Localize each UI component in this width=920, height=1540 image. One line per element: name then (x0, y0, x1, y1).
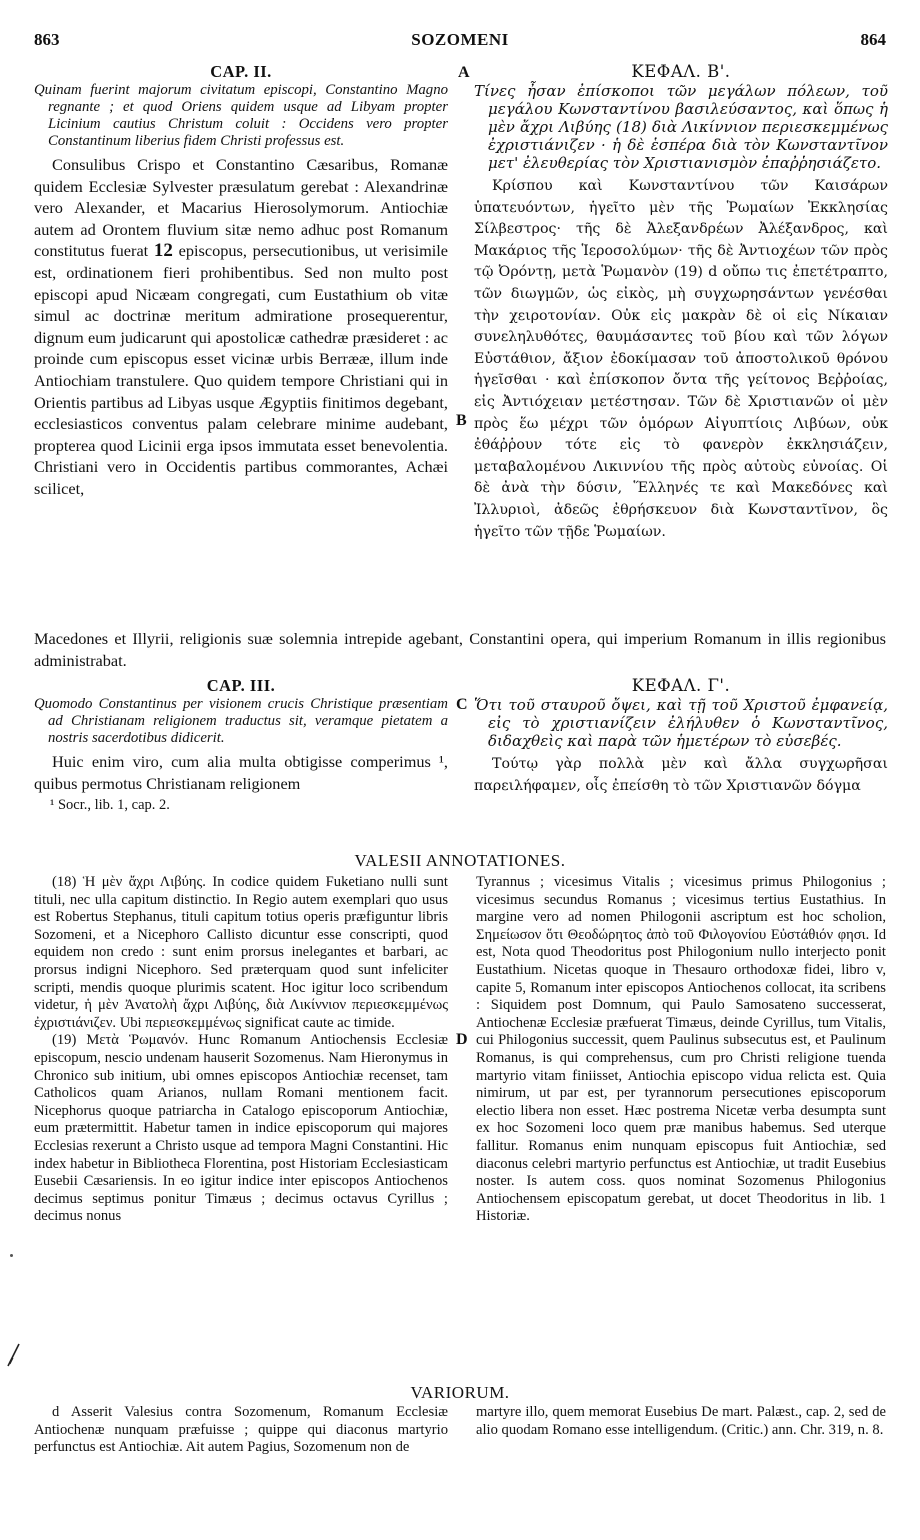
annotations-right-column (476, 874, 886, 1226)
chapter2-greek-text: Κρίσπου καὶ Κωνσταντίνου τῶν Καισάρων ὑπατευόντων, ἡγεῖτο μὲν τῆς Ῥωμαίων Ἐκκλησίας Σίλβεστρος· τῆς δὲ Ἀλεξανδρέων Ἀλέξανδρος, καὶ Μακάριος τῆς Ἱεροσολύμων· τῆς δὲ Ἀντιοχέων τῶν πρὸς τῷ Ὀρόντῃ, μετὰ Ῥωμανὸν (19) d οὔπω τις ἐπετέτραπτο, τῶν διωγμῶν, ὡς εἰκὸς, μὴ συγχωρησάντων γενέσθαι τὴν χειροτονίαν. Οὐκ εἰς μακρὰν δὲ οἱ εἰς Νίκαιαν συνεληλυθότες, θαυμάσαντες τοῦ βίου καὶ τῶν λόγων Εὐστάθιον, ἄξιον ἐδοκίμασαν τοῦ ἀποστολικοῦ θρόνου ἡγεῖσθαι · καὶ ἐπίσκοπον ὄντα τῆς γείτονος Βεῤῥοίας, εἰς Ἀντιόχειαν μετέστησαν. Τῶν δὲ Χριστιανῶν οἱ μὲν πρὸς ἕω μέχρι τῶν ὁμόρων Αἰγυπτίοις Λιβύων, οὐκ ἐθάῤῥουν τότε εἰς τὸ φανερὸν ἐκκλησιάζειν, μεταβαλομένου Λικιννίου τῆς πρὸς αὐτοὺς εὐνοίας. Οἱ δὲ ἀνὰ τὴν δύσιν, Ἕλληνές τε καὶ Μακεδόνες καὶ Ἰλλυριοὶ, ἀδεῶς ἐθρήσκευον διὰ Κωνσταντῖνον, ὃς ἡγεῖτο τῶν τῇδε Ῥωμαίων. (474, 178, 888, 540)
running-header (34, 30, 886, 54)
chapter2-latin-text (34, 154, 448, 500)
right-page-number: 864 (860, 30, 886, 49)
margin-marker-c: C (456, 696, 468, 713)
annotation-18: (18) Ἡ μὲν ἄχρι Λιβύης. In codice quidem Fuketiano nulli sunt tituli, nec ulla capitum distinctio. In Regio autem exemplari quo usus est Robertus Stephanus, tituli capitum totius operis præfiguntur libris Sozomeni, et a Nicephoro Callisto dicuntur esse conscripti, quod equidem non credo : sunt enim prorsus inelegantes et barbari, ac prorsus indigni Nicephoro. Sed præterquam quod sunt infeliciter scripti, mendis quoque plurimis scatent. Hoc igitur loco scribendum videtur, ἡ μὲν Ἀνατολὴ ἄχρι Λιβύης, διὰ Λικίννιον περιεσκεμμένως ἐχριστιάνιζεν. Ubi περιεσκεμμένως significat caute ac timide. (34, 874, 448, 1031)
chapter2-latin-summary: Quinam fuerint majorum civitatum episcopi, Constantino Magno regnante ; et quod Oriens quidem usque ad Libyam propter Licinium cautius Christum coluit : Occidens vero propter Constantinum liberius fidem Christi professus est. (34, 82, 448, 149)
chapter2-latin-text-part2: episcopus, persecutionibus, ut verisimile est, ordinationem fieri prohibentibus. Sed non multo post episcopi apud Nicæam congregati, cum Eustathium ob vitæ simul ac doctrinæ meritum admiratione prosequerentur, dignum eum judicarunt qui apostolicæ cathedræ præsideret : ac proinde cum episcopus esset vicinæ urbis Berrææ, illum inde Antiochiam transtulere. Quo quidem tempore Christiani qui in Orientis partibus ad Libyas usque Ægyptiis finitimos degebant, ecclesiasticos conventus palam celebrare minime audebant, propterea quod Licinii erga ipsos immutata esset benevolentia. Christiani vero in Occidentis partibus commorantes, Achæi scilicet, (34, 241, 449, 498)
chapter2-latin-heading: CAP. II. (210, 62, 272, 81)
margin-marker-d: D (456, 1031, 468, 1048)
chapter3-latin-column (34, 676, 448, 814)
margin-marker-b: B (456, 412, 467, 429)
variorum-left-column (34, 1404, 448, 1457)
chapter3-greek-text: Τούτῳ γὰρ πολλὰ μὲν καὶ ἄλλα συγχωρῆσαι παρειλήφαμεν, οἷς ἐπείσθη τὸ τῶν Χριστιανῶν δόγμα (474, 756, 888, 794)
chapter3-greek-heading: ΚΕΦΑΛ. Γ'. (631, 676, 731, 695)
chapter3-greek-column (474, 676, 888, 797)
chapter2-latin-column (34, 62, 448, 500)
annotations-left-column (34, 874, 448, 1226)
annotation-19: (19) Μετὰ Ῥωμανόν. Hunc Romanum Antiochensis Ecclesiæ episcopum, nescio undenam hauserit Sozomenus. Nam Hieronymus in Chronico sub initium, ubi omnes episcopos Antiochiæ recenset, tam Catholicos quam Arianos, nullam Romani mentionem facit. Nicephorus quoque patriarcha in Catalogo episcoporum Antiochiæ, eum prætermittit. Habetur tamen in indice episcoporum qui majores Ecclesias rexerunt a Christo usque ad tempora Magni Constantini. Hic index habetur in Bibliotheca Florentina, post Historiam Ecclesiasticam Eusebii Cæsariensis. In eo igitur indice inter episcopos Antiochenos decimus septimus ponitur Timæus ; decimus octavus Cyrillus ; decimus nonus (34, 1032, 448, 1225)
annotation-19-continued: Tyrannus ; vicesimus Vitalis ; vicesimus primus Philogonius ; vicesimus secundus Romanus ; vicesimus tertius Eustathius. In margine vero ad nomen Philogonii ascriptum est hoc scholion, Σημείωσον ὅτι Θεοδώρητος ἀπὸ τοῦ Φιλογονίου Εὐστάθιόν φησι. Id est, Nota quod Theodoritus post Philogonium nullo interjecto ponit Eustathium. Nicetas quoque in Thesauro orthodoxæ fidei, libro v, capite 5, Romanum inter episcopos Antiochenos collocat, ita scribens : Siquidem post Domnum, qui Paulo Samosateno successerat, Antiochenæ Ecclesiæ præfuerat Timæus, deinde Cyrillus, tum Vitalis, cui Philogonius successit, quem Paulinus subsecutus est, et Paulinum Romanus, is qui comprehensus, cum pro Christi religione tuenda martyrio vitam finiisset, Antiochia episcopo vidua relicta est. Quia nimirum, ut par est, per tyrannorum persecutiones episcoporum electio libera non esset. Hæc postrema Nicetæ verba desumpta sunt ex hoc Sozomeni loco quem præ manibus habemus. Sed uterque fallitur. Romanus enim nunquam episcopus fuit Antiochiæ, sed diaconus celebri martyrio perfunctus est Antiochiæ, ut tradit Eusebius noster. Is autem coss. quos nominat Sozomenus Philogonius Antiochensem episcopatum gerebat, ut docet Theodoritus in lib. 1 Historiæ. (476, 874, 886, 1225)
variorum-heading: VARIORUM. (410, 1383, 510, 1402)
margin-dot-mark (10, 1254, 13, 1257)
variorum-note-d: d Asserit Valesius contra Sozomenum, Romanum Ecclesiæ Antiochenæ nunquam præfuisse ; quippe qui diaconus martyrio perfunctus est Antiochiæ. Ait autem Pagius, Sozomenum non de (34, 1404, 448, 1456)
chapter2-latin-text-part1: Consulibus Crispo et Constantino Cæsaribus, Romanæ quidem Ecclesiæ Sylvester præsulatum gerebat : Alexandrinæ vero Alexander, et Macarius Hierosolymorum. Antiochiæ autem ad Orontem fluvium sitæ nemo adhuc post Romanum constitutus fuerat (34, 155, 448, 261)
variorum-note-d-continued: martyre illo, quem memorat Eusebius De mart. Palæst., cap. 2, sed de alio quodam Romano esse intelligendum. (Critic.) ann. Chr. 319, n. 8. (476, 1404, 886, 1438)
chapter2-full-width-line: Macedones et Illyrii, religionis suæ solemnia intrepide agebant, Constantini opera, qui imperium Romanum in illis regionibus administrabat. (34, 629, 886, 670)
annotations-heading: VALESII ANNOTATIONES. (354, 851, 566, 870)
margin-marker-a: A (458, 64, 470, 81)
chapter3-latin-summary: Quomodo Constantinus per visionem crucis Christique præsentiam ad Christianam religionem traductus sit, veramque pietatem a nostris sacerdotibus didicerit. (34, 696, 448, 746)
running-title: SOZOMENI (411, 30, 509, 49)
chapter2-greek-column (474, 62, 888, 543)
chapter2-margin-number: 12 (153, 240, 173, 262)
variorum-right-column (476, 1404, 886, 1439)
chapter3-latin-text: Huic enim viro, cum alia multa obtigisse comperimus ¹, quibus permotus Christianam religionem (34, 752, 448, 793)
chapter2-greek-heading: ΚΕΦΑΛ. Β'. (631, 62, 731, 81)
left-page-number: 863 (34, 30, 60, 49)
margin-pencil-mark (6, 1340, 22, 1368)
chapter3-greek-summary: Ὅτι τοῦ σταυροῦ ὄψει, καὶ τῇ τοῦ Χριστοῦ ἐμφανείᾳ, εἰς τὸ χριστιανίζειν ἐλήλυθεν ὁ Κωνσταντῖνος, διδαχθεὶς καὶ παρὰ τῶν ἡμετέρων τὸ εὐσεβές. (474, 696, 888, 750)
chapter2-greek-summary: Τίνες ἦσαν ἐπίσκοποι τῶν μεγάλων πόλεων, τοῦ μεγάλου Κωνσταντίνου βασιλεύσαντος, καὶ ὅπως ἡ μὲν ἄχρι Λιβύης (18) διὰ Λικίννιον περιεσκεμμένως ἐχριστιάνιζεν · ἡ δὲ ἑσπέρα διὰ τὸν Κωνσταντῖνον μετ' ἐλευθερίας τὸν Χριστιανισμὸν ἐπαῤῥησιάζετο. (474, 82, 888, 172)
chapter3-latin-heading: CAP. III. (206, 676, 276, 695)
chapter3-footnote: ¹ Socr., lib. 1, cap. 2. (50, 797, 170, 814)
